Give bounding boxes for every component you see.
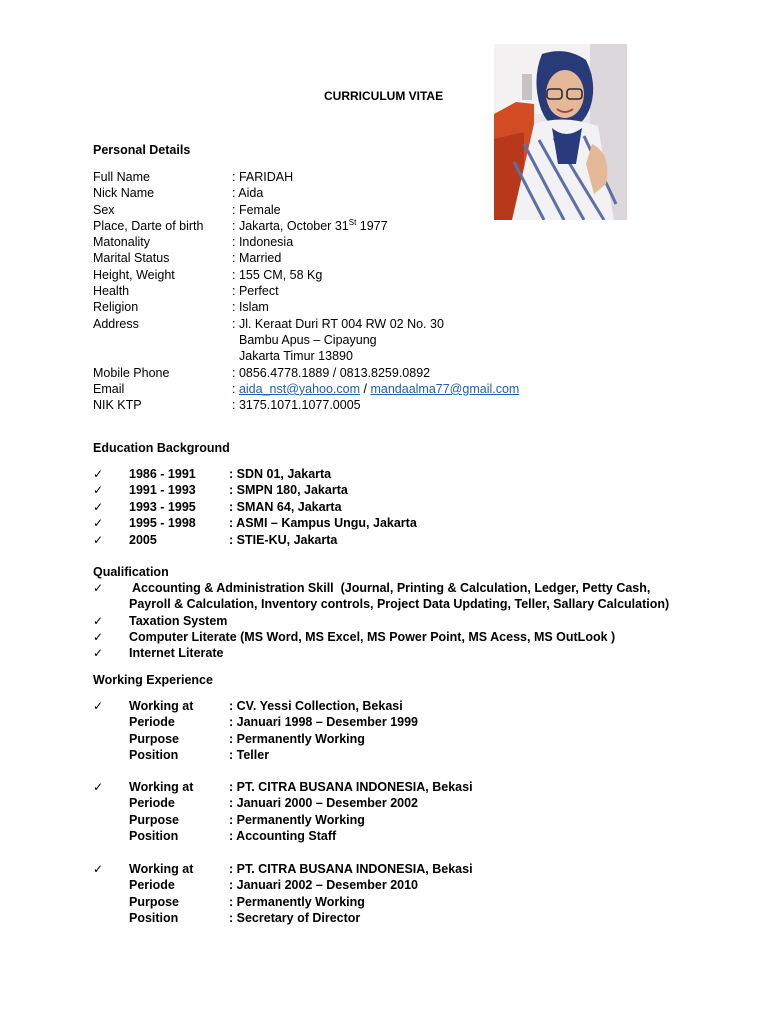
education-item (93, 532, 653, 548)
job-periode: : Januari 1998 – Desember 1999 (229, 715, 419, 730)
address-row-3 (93, 348, 653, 364)
field-label: Purpose (129, 894, 180, 909)
field-label: NIK KTP (93, 398, 142, 413)
field-value: : FARIDAH (232, 170, 294, 184)
personal-details-list (93, 169, 653, 413)
field-value: : Aida (232, 186, 264, 201)
field-value: : Female (232, 202, 281, 217)
mobile-row (93, 365, 653, 381)
check-icon: ✓ (93, 646, 104, 661)
field-label: Periode (129, 715, 175, 730)
job-company-row (93, 779, 653, 795)
check-icon: ✓ (93, 699, 104, 713)
education-school: : SDN 01, Jakarta (229, 467, 332, 481)
email-prefix: : (232, 381, 239, 396)
education-school: : STIE-KU, Jakarta (229, 532, 338, 547)
field-value: : Indonesia (232, 235, 294, 250)
nick-name-row (93, 185, 653, 201)
job-position-row (93, 747, 653, 763)
address-line-2: Bambu Apus – Cipayung (239, 332, 377, 347)
field-label: Height, Weight (93, 267, 175, 282)
field-value: : 155 CM, 58 Kg (232, 267, 323, 282)
qualification-item (93, 629, 713, 645)
nationality-row (93, 234, 653, 250)
field-label: Purpose (129, 812, 180, 827)
field-value: : Islam (232, 300, 269, 315)
spacer (93, 795, 129, 811)
education-item (93, 515, 653, 531)
job-company-row (93, 861, 653, 877)
qualification-item (93, 580, 713, 613)
check-icon: ✓ (93, 499, 104, 514)
field-label: Mobile Phone (93, 365, 170, 380)
job-purpose-row (93, 731, 653, 747)
spacer (93, 747, 129, 763)
job-company: : CV. Yessi Collection, Bekasi (229, 699, 403, 713)
job-purpose-row (93, 894, 653, 910)
job-periode-row (93, 714, 653, 730)
education-school: : SMAN 64, Jakarta (229, 499, 342, 514)
field-label: Religion (93, 300, 139, 315)
check-icon: ✓ (93, 581, 104, 595)
field-label: Marital Status (93, 251, 170, 266)
qualification-line: Internet Literate (129, 646, 224, 661)
job-purpose: : Permanently Working (229, 894, 365, 909)
spacer (93, 731, 129, 747)
check-icon: ✓ (93, 780, 104, 794)
job-position-row (93, 910, 653, 926)
birth-date-suffix: St (348, 217, 357, 227)
field-label: Address (93, 316, 139, 331)
nik-row (93, 397, 653, 413)
address-row-2 (93, 332, 653, 348)
field-value: : 3175.1071.1077.0005 (232, 398, 361, 413)
qualification-line: Payroll & Calculation, Inventory controls, Project Data Updating, Teller, Sallary Calculation) (129, 597, 670, 612)
job-purpose: : Permanently Working (229, 812, 365, 827)
check-icon: ✓ (93, 516, 104, 531)
check-icon: ✓ (93, 862, 104, 876)
job-periode-row (93, 877, 653, 893)
education-school: : ASMI – Kampus Ungu, Jakarta (229, 516, 417, 531)
field-label: Sex (93, 202, 115, 217)
job-position-row (93, 828, 653, 844)
spacer (93, 877, 129, 893)
field-label: Matonality (93, 235, 150, 250)
health-row (93, 283, 653, 299)
marital-row (93, 250, 653, 266)
field-value: : 0856.4778.1889 / 0813.8259.0892 (232, 365, 431, 380)
field-label: Email (93, 381, 125, 396)
address-line-1: : Jl. Keraat Duri RT 004 RW 02 No. 30 (232, 316, 444, 331)
education-years: 1995 - 1998 (129, 516, 196, 531)
field-label: Health (93, 284, 130, 299)
check-icon: ✓ (93, 532, 104, 547)
job-purpose: : Permanently Working (229, 731, 365, 746)
email-link-yahoo[interactable]: aida_nst@yahoo.com (238, 381, 361, 396)
email-row (93, 381, 653, 397)
qualification-line: Accounting & Administration Skill (Journal, Printing & Calculation, Ledger, Petty Cash, (129, 581, 651, 595)
field-value (232, 218, 388, 234)
education-years: 2005 (129, 532, 157, 547)
education-school: : SMPN 180, Jakarta (229, 483, 348, 498)
job-company: : PT. CITRA BUSANA INDONESIA, Bekasi (229, 780, 473, 794)
spacer (93, 332, 232, 348)
job-entry (93, 861, 653, 927)
field-label: Position (129, 911, 179, 926)
qualification-list (93, 580, 713, 662)
field-value: : Perfect (232, 284, 279, 299)
education-heading: Education Background (93, 441, 230, 455)
spacer (93, 894, 129, 910)
page-title: CURRICULUM VITAE (324, 89, 444, 103)
field-label: Working at (129, 699, 194, 713)
job-periode: : Januari 2002 – Desember 2010 (229, 878, 419, 893)
email-link-gmail[interactable]: mandaalma77@gmail.com (370, 381, 520, 396)
field-label: Periode (129, 878, 175, 893)
job-position: : Teller (229, 748, 270, 763)
qualification-heading: Qualification (93, 565, 169, 579)
field-label: Full Name (93, 170, 150, 184)
job-purpose-row (93, 812, 653, 828)
education-item (93, 466, 653, 482)
field-label: Periode (129, 796, 175, 811)
spacer (93, 812, 129, 828)
birth-date-text: : Jakarta, October 31 (232, 218, 349, 233)
spacer (93, 828, 129, 844)
field-value: : Married (232, 251, 282, 266)
working-experience-heading: Working Experience (93, 673, 213, 687)
education-years: 1993 - 1995 (129, 499, 196, 514)
qualification-item (93, 613, 713, 629)
qualification-text (129, 580, 689, 613)
job-periode: : Januari 2000 – Desember 2002 (229, 796, 419, 811)
birth-year-text: 1977 (356, 218, 388, 233)
job-periode-row (93, 795, 653, 811)
education-list (93, 466, 653, 548)
education-years: 1986 - 1991 (129, 467, 196, 481)
address-line-3: Jakarta Timur 13890 (239, 349, 353, 364)
height-weight-row (93, 267, 653, 283)
qualification-item (93, 645, 713, 661)
field-label: Working at (129, 862, 194, 876)
job-position: : Secretary of Director (229, 911, 361, 926)
qualification-line: Taxation System (129, 613, 228, 628)
check-icon: ✓ (93, 483, 104, 498)
job-position: : Accounting Staff (229, 829, 337, 844)
sex-row (93, 202, 653, 218)
check-icon: ✓ (93, 629, 104, 644)
religion-row (93, 299, 653, 315)
spacer (93, 910, 129, 926)
field-label: Nick Name (93, 186, 155, 201)
education-item (93, 482, 653, 498)
job-entry (93, 698, 653, 764)
email-separator: / (360, 381, 371, 396)
job-company: : PT. CITRA BUSANA INDONESIA, Bekasi (229, 862, 473, 876)
field-value (232, 381, 519, 397)
qualification-line: Computer Literate (MS Word, MS Excel, MS Power Point, MS Acess, MS OutLook ) (129, 629, 616, 644)
field-label: Position (129, 748, 179, 763)
job-entry (93, 779, 653, 845)
field-label: Purpose (129, 731, 180, 746)
check-icon: ✓ (93, 467, 104, 481)
field-label: Place, Darte of birth (93, 218, 204, 233)
address-row (93, 316, 653, 332)
job-company-row (93, 698, 653, 714)
field-label: Working at (129, 780, 194, 794)
check-icon: ✓ (93, 613, 104, 628)
personal-details-heading: Personal Details (93, 143, 191, 157)
spacer (93, 714, 129, 730)
birth-row (93, 218, 653, 234)
education-years: 1991 - 1993 (129, 483, 196, 498)
full-name-row (93, 169, 653, 185)
field-label: Position (129, 829, 179, 844)
education-item (93, 499, 653, 515)
spacer (93, 348, 232, 364)
